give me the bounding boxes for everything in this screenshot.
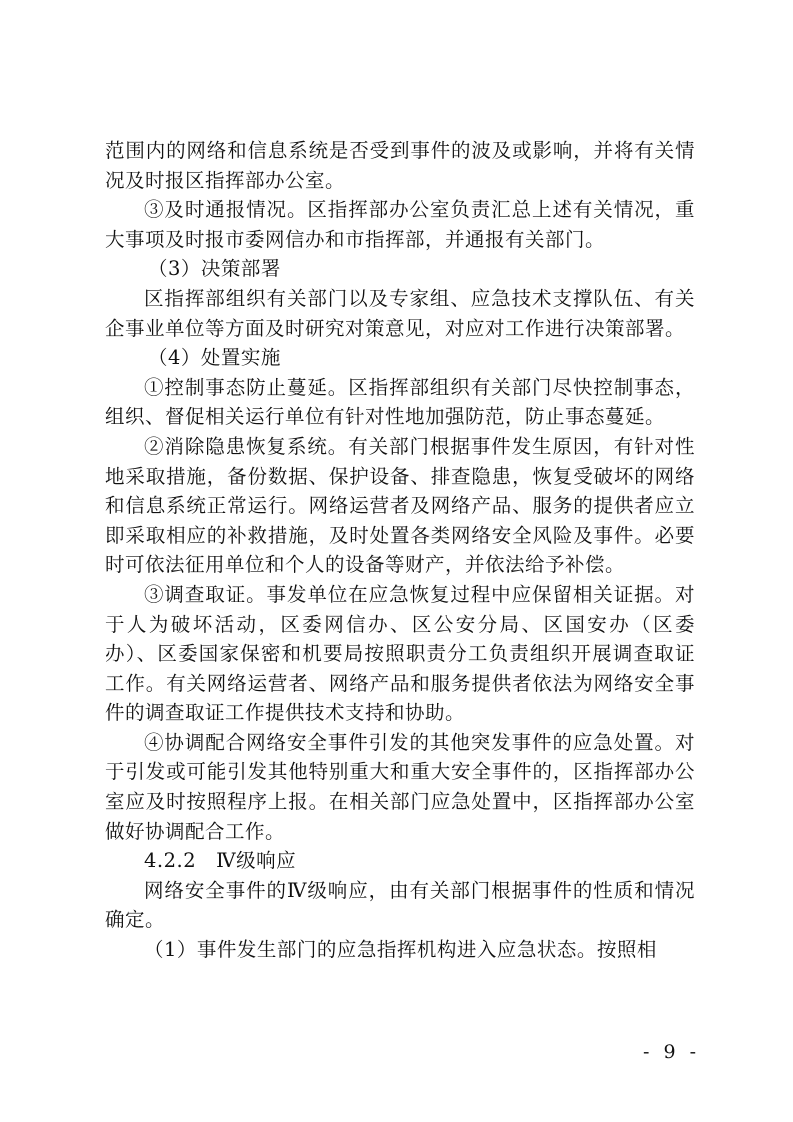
- paragraph-level-4: 网络安全事件的Ⅳ级响应，由有关部门根据事件的性质和情况确定。: [105, 878, 695, 932]
- section-heading-level-4: 4.2.2 Ⅳ级响应: [144, 849, 297, 873]
- paragraph-continuation: 范围内的网络和信息系统是否受到事件的波及或影响，并将有关情况及时报区指挥部办公室。: [105, 139, 695, 192]
- paragraph-eliminate-hazards: ②消除隐患恢复系统。有关部门根据事件发生原因，有针对性地采取措施，备份数据、保护设备、排查隐患，恢复受破坏的网络和信息系统正常运行。网络运营者及网络产品、服务的提供者应立即采取相应的补救措施，及时处置各类网络安全风险及事件。必要时可依法征用单位和个人的设备等财产，并依法给予补偿。: [105, 434, 695, 577]
- subheading-decision: （3）决策部署: [148, 257, 281, 281]
- body-text: [105, 136, 695, 965]
- page-number: - 9 -: [642, 1041, 700, 1063]
- paragraph-emergency-state: （1）事件发生部门的应急指挥机构进入应急状态。按照相: [144, 938, 657, 962]
- subheading-implementation: （4）处置实施: [148, 346, 281, 370]
- paragraph-investigation: ③调查取证。事发单位在应急恢复过程中应保留相关证据。对于人为破坏活动，区委网信办、区公安分局、区国安办（区委办）、区委国家保密和机要局按照职责分工负责组织开展调查取证工作。有关网络运营者、网络产品和服务提供者依法为网络安全事件的调查取证工作提供技术支持和协助。: [105, 582, 695, 725]
- paragraph-control: ①控制事态防止蔓延。区指挥部组织有关部门尽快控制事态，组织、督促相关运行单位有针对性地加强防范，防止事态蔓延。: [105, 375, 695, 429]
- paragraph-notify-situation: ③及时通报情况。区指挥部办公室负责汇总上述有关情况，重大事项及时报市委网信办和市指挥部，并通报有关部门。: [105, 198, 695, 251]
- paragraph-coordination: ④协调配合网络安全事件引发的其他突发事件的应急处置。对于引发或可能引发其他特别重大和重大安全事件的，区指挥部办公室应及时按照程序上报。在相关部门应急处置中，区指挥部办公室做好协调配合工作。: [105, 730, 695, 843]
- paragraph-decision: 区指挥部组织有关部门以及专家组、应急技术支撑队伍、有关企事业单位等方面及时研究对策意见，对应对工作进行决策部署。: [105, 286, 695, 340]
